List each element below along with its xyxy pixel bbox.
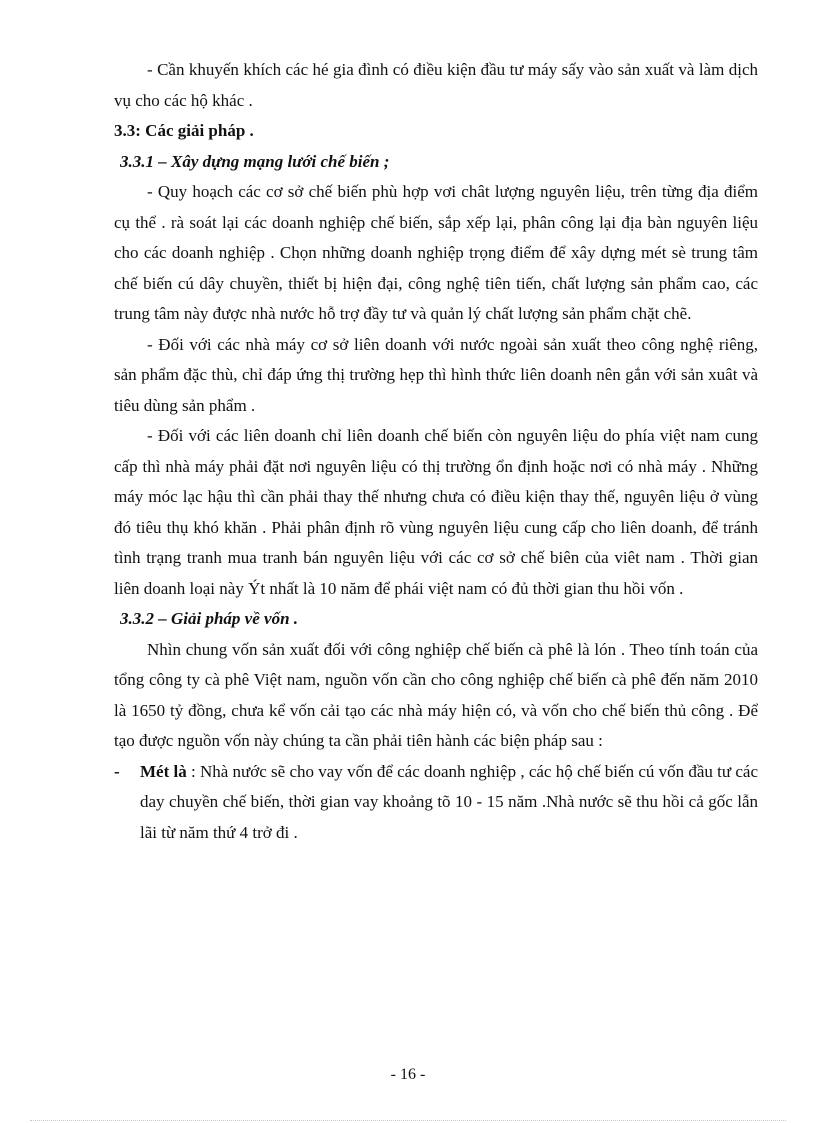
subsection-heading-3-3-1: 3.3.1 – Xây dựng mạng lưới chế biến ; <box>120 151 390 171</box>
page-bottom-divider <box>30 1120 786 1121</box>
bullet-dash: - <box>114 761 120 781</box>
page-body <box>114 55 758 848</box>
paragraph-processing-planning: - Quy hoạch các cơ sở chế biến phù hợp vơi chât lượng nguyên liệu, trên từng địa điểm cụ thể . rà soát lại các doanh nghiệp chế biến, sắp xếp lại, phân công lại địa bàn nguyên liệu cho các doanh nghiệp . Chọn những doanh nghiệp trọng điểm để xây dựng mét sè trung tâm chế biến cú dây chuyền, thiết bị hiện đại, công nghệ tiên tiến, chất lượng sản phẩm cao, các trung tâm này được nhà nước hỗ trợ đầy tư và quản lý chất lượng sản phẩm chặt chẽ. <box>114 182 758 323</box>
bullet-item-first <box>114 757 758 849</box>
subsection-heading-3-3-2: 3.3.2 – Giải pháp về vốn . <box>120 609 299 628</box>
page-number: - 16 - <box>390 1066 426 1083</box>
paragraph-capital-overview: Nhìn chung vốn sản xuất đối với công nghiệp chế biến cà phê là lón . Theo tính toán của tổng công ty cà phê Việt nam, nguồn vốn cần cho công nghiệp chế biến cà phê đến năm 2010 là 1650 tỷ đồng, chưa kể vốn cải tạo các nhà máy hiện có, và vốn cho chế biến thủ công . Để tạo được nguồn vốn này chúng ta cần phải tiên hành các biện pháp sau : <box>114 639 758 750</box>
paragraph-joint-venture-foreign: - Đối với các nhà máy cơ sở liên doanh với nước ngoài sản xuất theo công nghệ riêng, sản phẩm đặc thù, chỉ đáp ứng thị trường hẹp thì hình thức liên doanh nên gắn với sản xuât và tiêu dùng sản phẩm . <box>114 334 758 415</box>
bullet-lead: Mét là <box>140 761 187 781</box>
section-heading-3-3: 3.3: Các giải pháp . <box>114 121 254 140</box>
bullet-body: : Nhà nước sẽ cho vay vốn để các doanh nghiệp , các hộ chế biến cú vốn đầu tư các day chuyền chế biến, thời gian vay khoảng tõ 10 - 15 năm .Nhà nước sẽ thu hồi cả gốc lẫn lãi từ năm thứ 4 trở đi . <box>140 761 759 842</box>
paragraph-joint-venture-processing: - Đối với các liên doanh chỉ liên doanh chế biến còn nguyên liệu do phía việt nam cung cấp thì nhà máy phải đặt nơi nguyên liệu có thị trường ổn định hoặc nơi có nhà máy . Những máy móc lạc hậu thì cần phải thay thế nhưng chưa có điều kiện thay thế, nguyên liệu ở vùng đó tiêu thụ khó khăn . Phải phân định rõ vùng nguyên liệu cung cấp cho liên doanh, để tránh tình trạng tranh mua tranh bán nguyên liệu với các cơ sở chế biên của viêt nam . Thời gian liên doanh loại này Ýt nhất là 10 năm để phái việt nam có đủ thời gian thu hồi vốn . <box>114 426 758 598</box>
bullet-text <box>140 757 758 849</box>
paragraph-dryer-investment: - Cần khuyến khích các hé gia đình có điều kiện đầu tư máy sấy vào sản xuất và làm dịch vụ cho các hộ khác . <box>114 60 758 110</box>
